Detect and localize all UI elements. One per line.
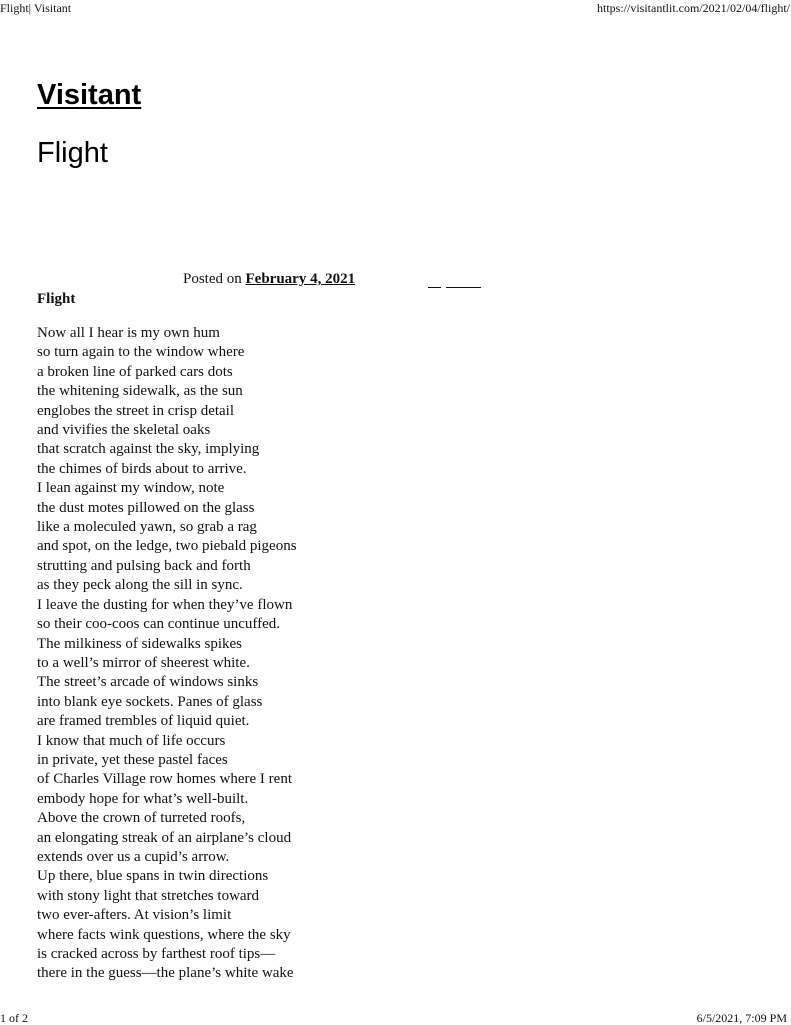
poem-body <box>37 324 297 984</box>
poem-line: embody hope for what’s well-built. <box>37 790 249 807</box>
poem-line: two ever-afters. At vision’s limit <box>37 907 232 924</box>
divider-long <box>446 287 481 288</box>
poem-line: an elongating streak of an airplane’s cloud <box>37 829 292 846</box>
poem-line: of Charles Village row homes where I rent <box>37 771 292 788</box>
poem-line: strutting and pulsing back and forth <box>37 557 251 574</box>
poem-line: Now all I hear is my own hum <box>37 325 220 341</box>
posted-on-label: Posted on <box>183 271 242 287</box>
poem-line: a broken line of parked cars dots <box>37 363 233 380</box>
poem-line: there in the guess—the plane’s white wake <box>37 965 294 982</box>
poem-line: I know that much of life occurs <box>37 732 226 749</box>
poem-line: so their coo-coos can continue uncuffed. <box>37 616 280 633</box>
post-meta <box>183 270 355 288</box>
poem-title: Flight <box>37 291 76 307</box>
poem-line: like a moleculed yawn, so grab a rag <box>37 519 257 536</box>
poem-line: and vivifies the skeletal oaks <box>37 422 211 439</box>
print-header-title: Flight| Visitant <box>0 1 72 15</box>
poem-line: the chimes of birds about to arrive. <box>37 460 247 477</box>
print-footer-page: 1 of 2 <box>0 1011 28 1025</box>
poem-line: with stony light that stretches toward <box>37 887 260 904</box>
poem-line: so turn again to the window where <box>37 344 245 361</box>
divider-short <box>428 287 441 288</box>
poem-line: in private, yet these pastel faces <box>37 751 228 768</box>
site-title-link[interactable]: Visitant <box>37 79 142 111</box>
poem-line: that scratch against the sky, implying <box>37 441 260 458</box>
page-title: Flight <box>37 137 108 169</box>
poem-line: where facts wink questions, where the sky <box>37 926 291 943</box>
poem-line: the whitening sidewalk, as the sun <box>37 383 243 400</box>
poem-line: as they peck along the sill in sync. <box>37 577 243 594</box>
poem-line: extends over us a cupid’s arrow. <box>37 848 230 865</box>
print-footer-timestamp: 6/5/2021, 7:09 PM <box>696 1011 787 1025</box>
poem-line: into blank eye sockets. Panes of glass <box>37 693 263 710</box>
post-date-link[interactable]: February 4, 2021 <box>245 271 356 287</box>
poem-line: englobes the street in crisp detail <box>37 402 235 419</box>
poem-line: The milkiness of sidewalks spikes <box>37 635 242 652</box>
poem-line: the dust motes pillowed on the glass <box>37 499 255 516</box>
poem-line: I leave the dusting for when they’ve flown <box>37 596 293 613</box>
poem-line: are framed trembles of liquid quiet. <box>37 713 250 730</box>
poem-line: to a well’s mirror of sheerest white. <box>37 654 250 671</box>
poem-line: and spot, on the ledge, two piebald pigeons <box>37 538 297 555</box>
poem-line: Above the crown of turreted roofs, <box>37 810 246 827</box>
poem-line: Up there, blue spans in twin directions <box>37 868 269 885</box>
poem-line: The street’s arcade of windows sinks <box>37 674 259 691</box>
poem-line: is cracked across by farthest roof tips— <box>37 946 276 962</box>
print-header-url: https://visitantlit.com/2021/02/04/flight/ <box>596 1 790 15</box>
poem-line: I lean against my window, note <box>37 480 225 497</box>
